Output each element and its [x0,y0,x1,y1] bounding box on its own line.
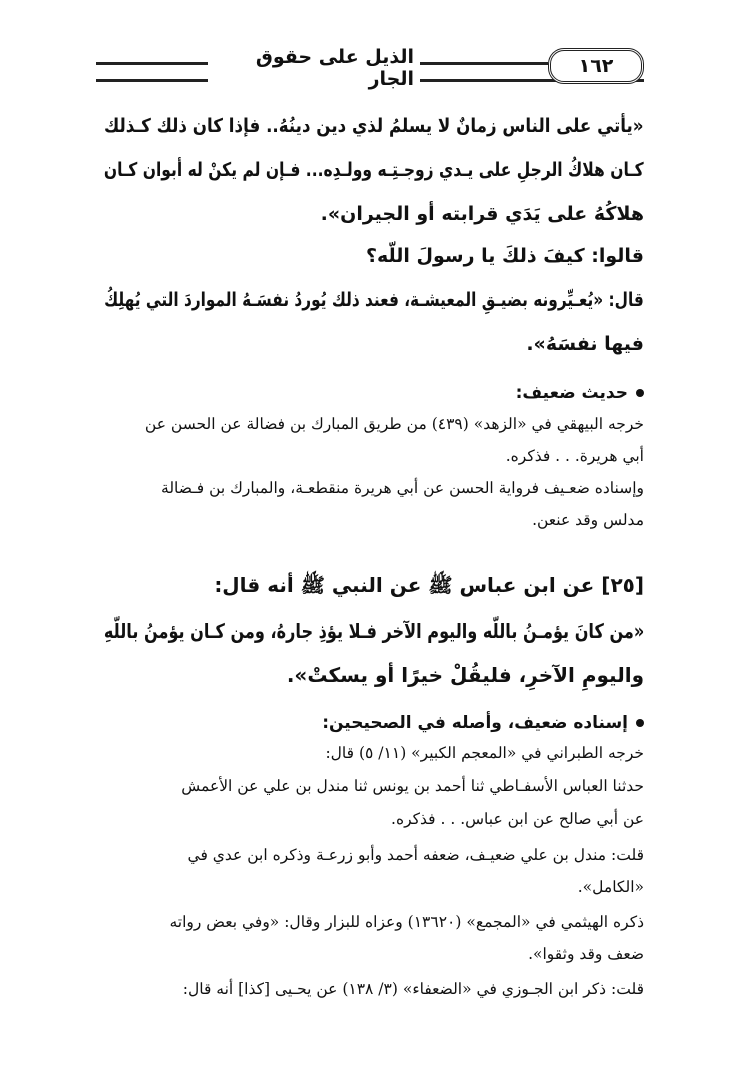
note-line: قلت: ذكر ابن الجـوزي في «الضعفاء» (٣/ ١٣٨) عن يحـيى [كذا] أنه قال: [182,980,644,998]
text-line: واليومِ الآخرِ، فليقُلْ خيرًا أو يسكتْ». [286,663,644,687]
bullet-icon [636,719,644,727]
text-line: قال: «يُعـيِّرونه بضيـقِ المعيشـة، فعند ذلك يُوردُ نفسَـهُ المواردَ التي يُهلِكُ [104,289,644,311]
note-line: «الكامل». [577,878,644,896]
note-line: ضعف وقد وثقوا». [528,945,644,963]
note-line: مدلس وقد عنعن. [532,511,644,529]
note-line: عن أبي صالح عن ابن عباس. . . فذكره. [391,810,644,828]
note-line: وإسناده ضعـيف فرواية الحسن عن أبي هريرة منقطعـة، والمبارك بن فـضالة [161,479,644,497]
grading-heading [516,383,644,403]
grading-label: حديث ضعيف: [515,383,628,403]
hadith-heading: [٢٥] عن ابن عباس ﷺ عن النبي ﷺ أنه قال: [214,573,644,597]
text-line: «من كانَ يؤمـنُ باللّه واليوم الآخر فـلا يؤذِ جارهُ، ومن كـان يؤمنُ باللّهِ [103,619,644,643]
page-header [96,46,644,90]
grading-heading [322,713,644,733]
text-line: كـان هلاكُ الرجلِ على يـدي زوجـتِـه وولـدِه... فـإن لم يكنْ له أبوان كـان [104,159,644,181]
note-line: خرجه الطبراني في «المعجم الكبير» (١١/ ٥) قال: [325,744,644,762]
bullet-icon [636,389,644,397]
note-line: حدثنا العباس الأسفـاطي ثنا أحمد بن يونس ثنا مندل بن علي عن الأعمش [181,777,644,795]
grading-label: إسناده ضعيف، وأصله في الصحيحين: [322,713,628,733]
text-line: هلاكُهُ على يَدَي قرابته أو الجيران». [320,203,644,225]
page-number: ١٦٢ [548,48,644,84]
text-line: فيها نفسَهُ». [526,333,644,355]
note-line: خرجه البيهقي في «الزهد» (٤٣٩) من طريق المبارك بن فضالة عن الحسن عن [144,415,644,433]
text-line: قالوا: كيفَ ذلكَ يا رسولَ اللّه؟ [365,245,644,267]
note-line: أبي هريرة. . . فذكره. [505,447,644,465]
text-line: «يأتي على الناس زمانٌ لا يسلمُ لذي دين دينُهُ.. فإذا كان ذلك كـذلك [104,115,644,137]
running-title: الذيل على حقوق الجار [208,46,420,90]
note-line: قلت: مندل بن علي ضعيـف، ضعفه أحمد وأبو زرعـة وذكره ابن عدي في [187,846,644,864]
note-line: ذكره الهيثمي في «المجمع» (١٣٦٢٠) وعزاه للبزار وقال: «وفي بعض رواته [169,913,644,931]
